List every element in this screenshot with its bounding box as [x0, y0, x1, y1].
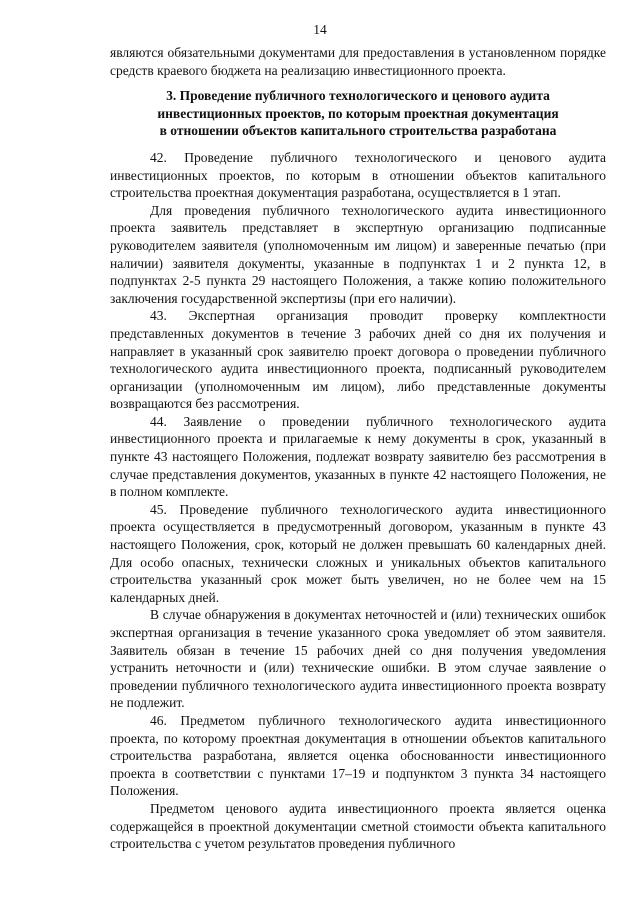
paragraph-45: 45. Проведение публичного технологического аудита инвестиционного проекта осуществляется в предусмотренный договором, указанным в пункте 43 настоящего Положения, срок, который не должен превышать 60 календарных дней. Для особо опасных, технически сложных и уникальных объектов капитального строительства указанный срок может быть увеличен, но не более чем на 15 календарных дней. — [110, 501, 606, 605]
section-heading-line: в отношении объектов капитального строительства разработана — [159, 123, 557, 139]
paragraph-43: 43. Экспертная организация проводит проверку комплектности представленных документов в течение 3 рабочих дней со дня их получения и направляет в указанный срок заявителю проект договора о проведении публичного технологического аудита инвестиционного проекта, подписанный руководителем организации (уполномоченным им лицом), либо представленные документы возвращаются без рассмотрения. — [110, 308, 606, 412]
document-body — [110, 44, 606, 853]
paragraph-46: 46. Предметом публичного технологического аудита инвестиционного проекта, по которому проектная документация в отношении объектов капитального строительства разработана, является оценка обоснованности инвестиционного проекта в соответствии с пунктами 17–19 и подпунктом 3 пункта 34 настоящего Положения. — [110, 712, 606, 799]
section-heading-line: инвестиционных проектов, по которым проектная документация — [157, 105, 559, 121]
paragraph-42: 42. Проведение публичного технологического и ценового аудита инвестиционных проектов, по которым в отношении объектов капитального строительства проектная документация разработана, осуществляется в 1 этап. — [110, 149, 606, 201]
paragraph-42-submission: Для проведения публичного технологического аудита инвестиционного проекта заявитель представляет в экспертную организацию подписанные руководителем заявителя (уполномоченным им лицом) и заверенные печатью (при наличии) заявителя документы, указанные в подпунктах 1 и 2 пункта 12, в подпунктах 2-5 пункта 29 настоящего Положения, а также копию положительного заключения государственной экспертизы (при его наличии). — [110, 202, 606, 306]
page-number: 14 — [313, 22, 327, 37]
paragraph-46-price-audit: Предметом ценового аудита инвестиционного проекта является оценка содержащейся в проектной документации сметной стоимости объекта капитального строительства с учетом результатов проведения публичного — [110, 800, 606, 852]
paragraph-45-errors: В случае обнаружения в документах неточностей и (или) технических ошибок экспертная организация в течение указанного срока уведомляет об этом заявителя. Заявитель обязан в течение 15 рабочих дней со дня получения уведомления устранить неточности и (или) технические ошибки. В этом случае заявление о проведении публичного технологического аудита инвестиционного проекта возврату не подлежит. — [110, 607, 606, 711]
paragraph-continuation: являются обязательными документами для предоставления в установленном порядке средств краевого бюджета на реализацию инвестиционного проекта. — [110, 45, 606, 78]
paragraph-44: 44. Заявление о проведении публичного технологического аудита инвестиционного проекта и прилагаемые к нему документы в срок, указанный в пункте 43 настоящего Положения, подлежат возврату заявителю без рассмотрения в случае представления документов, указанных в пункте 42 настоящего Положения, не в полном комплекте. — [110, 413, 606, 500]
section-heading — [110, 87, 606, 140]
section-heading-line: 3. Проведение публичного технологического и ценового аудита — [166, 88, 550, 104]
